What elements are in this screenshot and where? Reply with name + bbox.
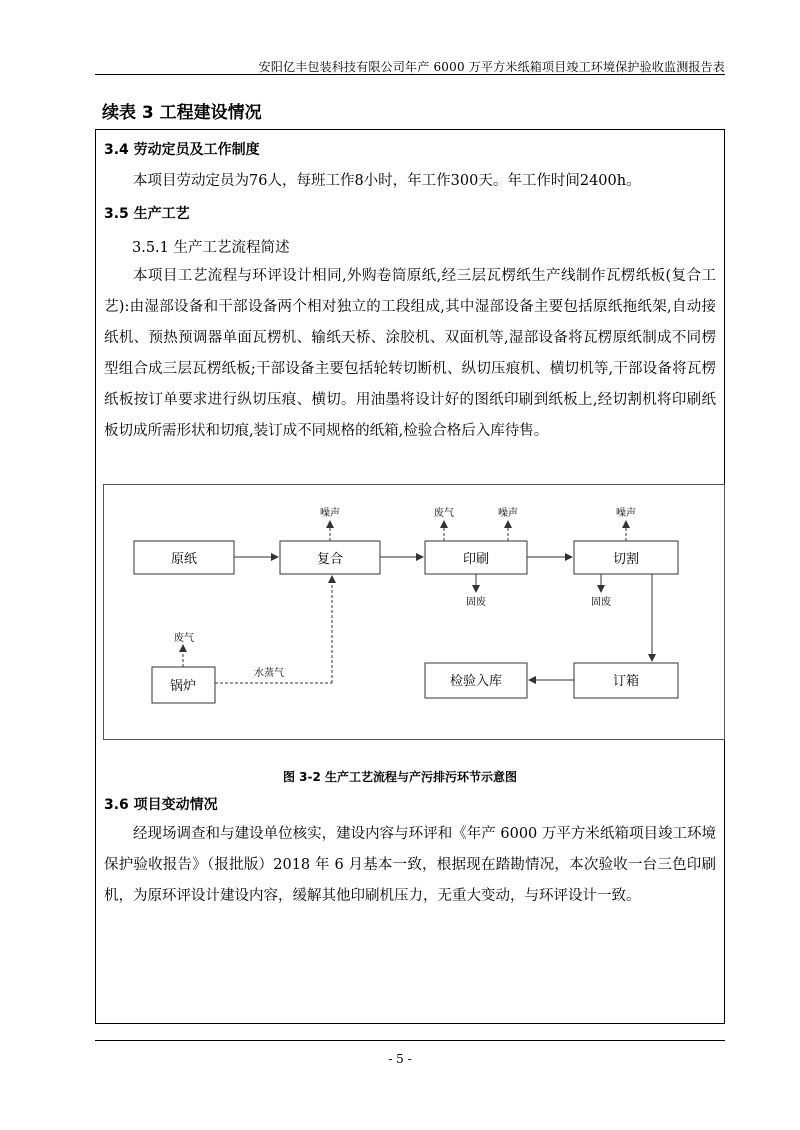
node-dingxiang-label: 订箱 xyxy=(612,674,640,689)
node-jianyan-label: 检验入库 xyxy=(449,674,503,689)
heading-3-5: 3.5 生产工艺 xyxy=(104,206,190,222)
subheading-3-5-1: 3.5.1 生产工艺流程简述 xyxy=(132,240,290,256)
heading-3-6: 3.6 项目变动情况 xyxy=(104,797,218,813)
header-divider xyxy=(95,74,725,75)
label-yinshua-noise: 噪声 xyxy=(498,508,518,519)
node-guolu-label: 锅炉 xyxy=(169,679,197,694)
label-qiege-noise: 噪声 xyxy=(616,508,636,519)
node-yuanzhi-label: 原纸 xyxy=(170,552,198,567)
section-title: 续表 3 工程建设情况 xyxy=(102,103,262,123)
label-yinshua-waste: 固废 xyxy=(466,597,486,608)
node-yinshua-label: 印刷 xyxy=(462,552,490,567)
label-fuhe-noise: 噪声 xyxy=(320,508,340,519)
page-header: 安阳亿丰包装科技有限公司年产 6000 万平方米纸箱项目竣工环境保护验收监测报告表 xyxy=(258,60,725,74)
paragraph-3-4: 本项目劳动定员为76人，每班工作8小时，年工作300天。年工作时间2400h。 xyxy=(133,173,641,189)
label-steam: 水蒸气 xyxy=(254,668,284,679)
heading-3-4: 3.4 劳动定员及工作制度 xyxy=(104,142,260,158)
label-yinshua-exhaust: 废气 xyxy=(434,508,454,519)
node-qiege-label: 切割 xyxy=(612,552,640,567)
paragraph-3-6: 经现场调查和与建设单位核实，建设内容与环评和《年产 6000 万平方米纸箱项目竣工环境保护验收报告》（报批版）2018 年 6 月基本一致，根据现在踏勘情况，本次验收一台三色印刷机，为原环评设计建设内容，缓解其他印刷机压力，无重大变动，与环评设计一致。 xyxy=(104,826,716,904)
process-flow-diagram xyxy=(103,484,725,740)
node-fuhe-label: 复合 xyxy=(316,552,344,567)
page-number: - 5 - xyxy=(388,1052,412,1066)
footer-divider xyxy=(95,1040,725,1041)
paragraph-3-5-1: 本项目工艺流程与环评设计相同,外购卷筒原纸,经三层瓦楞纸生产线制作瓦楞纸板(复合工艺):由湿部设备和干部设备两个相对独立的工段组成,其中湿部设备主要包括原纸拖纸架,自动接纸机、预热预调器单面瓦楞机、输纸天桥、涂胶机、双面机等,湿部设备将瓦楞原纸制成不同楞型组合成三层瓦楞纸板;干部设备主要包括轮转切断机、纵切压痕机、横切机等,干部设备将瓦楞纸板按订单要求进行纵切压痕、横切。用油墨将设计好的图纸印刷到纸板上,经切割机将印刷纸板切成所需形状和切痕,装订成不同规格的纸箱,检验合格后入库待售。 xyxy=(104,268,716,439)
label-qiege-waste: 固废 xyxy=(591,597,611,608)
figure-caption: 图 3-2 生产工艺流程与产污排污环节示意图 xyxy=(282,770,518,784)
label-guolu-exhaust: 废气 xyxy=(174,633,194,644)
